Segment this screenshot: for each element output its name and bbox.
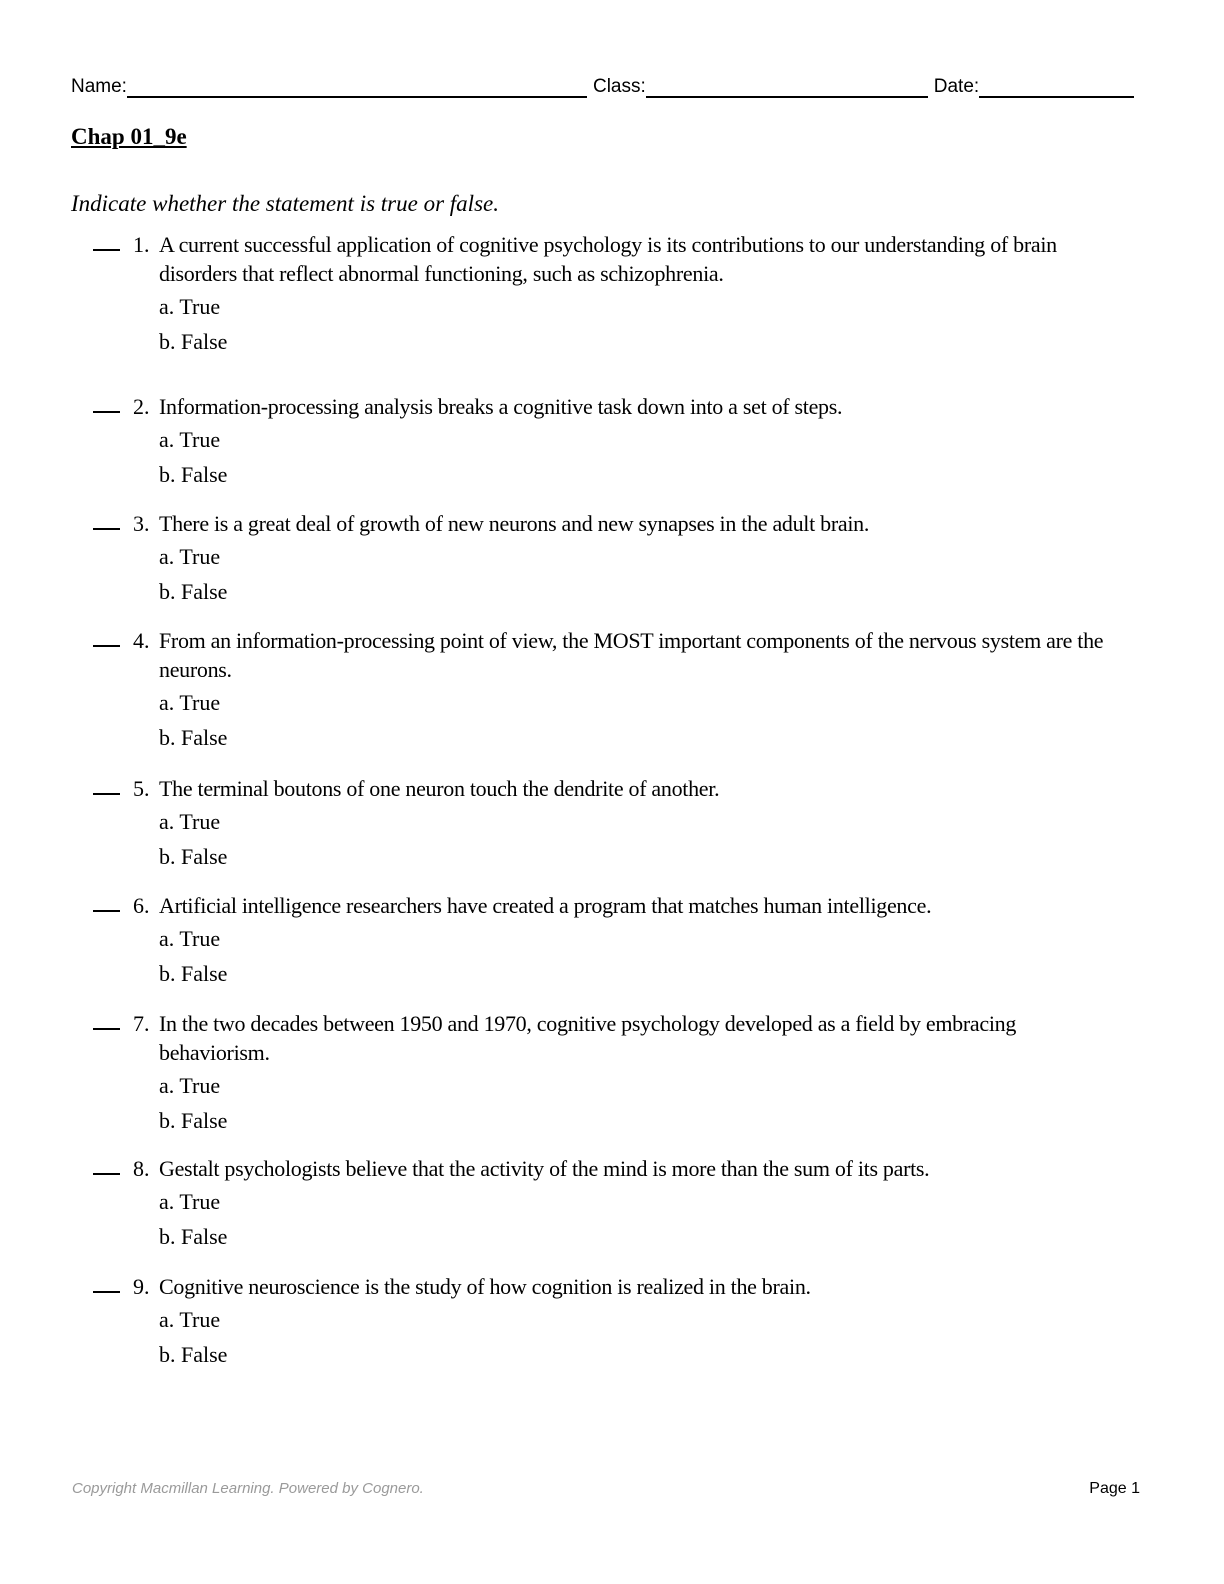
copyright-footer: Copyright Macmillan Learning. Powered by Cognero. — [72, 1480, 424, 1497]
question-text: Gestalt psychologists believe that the activity of the mind is more than the sum of its parts. — [159, 1156, 930, 1181]
question-number: 7. — [133, 1011, 150, 1036]
question-number: 9. — [133, 1274, 150, 1299]
option-false: b. False — [159, 725, 228, 750]
page-number: Page 1 — [1089, 1480, 1140, 1497]
class-label: Class: — [592, 76, 646, 97]
option-false: b. False — [159, 1108, 228, 1133]
answer-blank[interactable] — [93, 528, 120, 530]
option-true: a. True — [159, 926, 221, 951]
option-true: a. True — [159, 1189, 221, 1214]
question-number: 5. — [133, 776, 150, 801]
question-text: Information-processing analysis breaks a cognitive task down into a set of steps. — [159, 394, 843, 419]
question-text: A current successful application of cognitive psychology is its contributions to our understanding of brain disorders that reflect abnormal functioning, such as schizophrenia. — [159, 232, 1057, 286]
option-true: a. True — [159, 294, 221, 319]
name-label: Name: — [71, 76, 127, 97]
option-true: a. True — [159, 1073, 221, 1098]
date-label: Date: — [933, 76, 980, 97]
instructions-text: Indicate whether the statement is true or false. — [71, 191, 499, 216]
option-false: b. False — [159, 462, 228, 487]
name-blank-line — [127, 75, 587, 98]
answer-blank[interactable] — [93, 1291, 120, 1293]
chapter-title: Chap 01_9e — [71, 124, 187, 149]
question-text: From an information-processing point of view, the MOST important components of the nervous system are the neurons. — [159, 628, 1104, 682]
question-number: 8. — [133, 1156, 150, 1181]
answer-blank[interactable] — [93, 910, 120, 912]
question-text: There is a great deal of growth of new neurons and new synapses in the adult brain. — [159, 511, 870, 536]
question-number: 4. — [133, 628, 150, 653]
option-false: b. False — [159, 579, 228, 604]
option-false: b. False — [159, 844, 228, 869]
answer-blank[interactable] — [93, 793, 120, 795]
question-number: 1. — [133, 232, 150, 257]
answer-blank[interactable] — [93, 645, 120, 647]
question-text: In the two decades between 1950 and 1970, cognitive psychology developed as a field by embracing behaviorism. — [159, 1011, 1017, 1065]
option-true: a. True — [159, 1307, 221, 1332]
option-true: a. True — [159, 544, 221, 569]
question-text: Artificial intelligence researchers have created a program that matches human intelligence. — [159, 893, 932, 918]
option-false: b. False — [159, 1224, 228, 1249]
question-text: The terminal boutons of one neuron touch the dendrite of another. — [159, 776, 720, 801]
class-blank-line — [646, 75, 928, 98]
answer-blank[interactable] — [93, 411, 120, 413]
option-true: a. True — [159, 427, 221, 452]
date-blank-line — [979, 75, 1134, 98]
answer-blank[interactable] — [93, 1173, 120, 1175]
question-number: 6. — [133, 893, 150, 918]
student-info-header — [71, 70, 1141, 98]
option-true: a. True — [159, 690, 221, 715]
option-false: b. False — [159, 329, 228, 354]
question-number: 2. — [133, 394, 150, 419]
option-false: b. False — [159, 1342, 228, 1367]
question-number: 3. — [133, 511, 150, 536]
option-false: b. False — [159, 961, 228, 986]
answer-blank[interactable] — [93, 1028, 120, 1030]
option-true: a. True — [159, 809, 221, 834]
answer-blank[interactable] — [93, 249, 120, 251]
question-text: Cognitive neuroscience is the study of how cognition is realized in the brain. — [159, 1274, 811, 1299]
